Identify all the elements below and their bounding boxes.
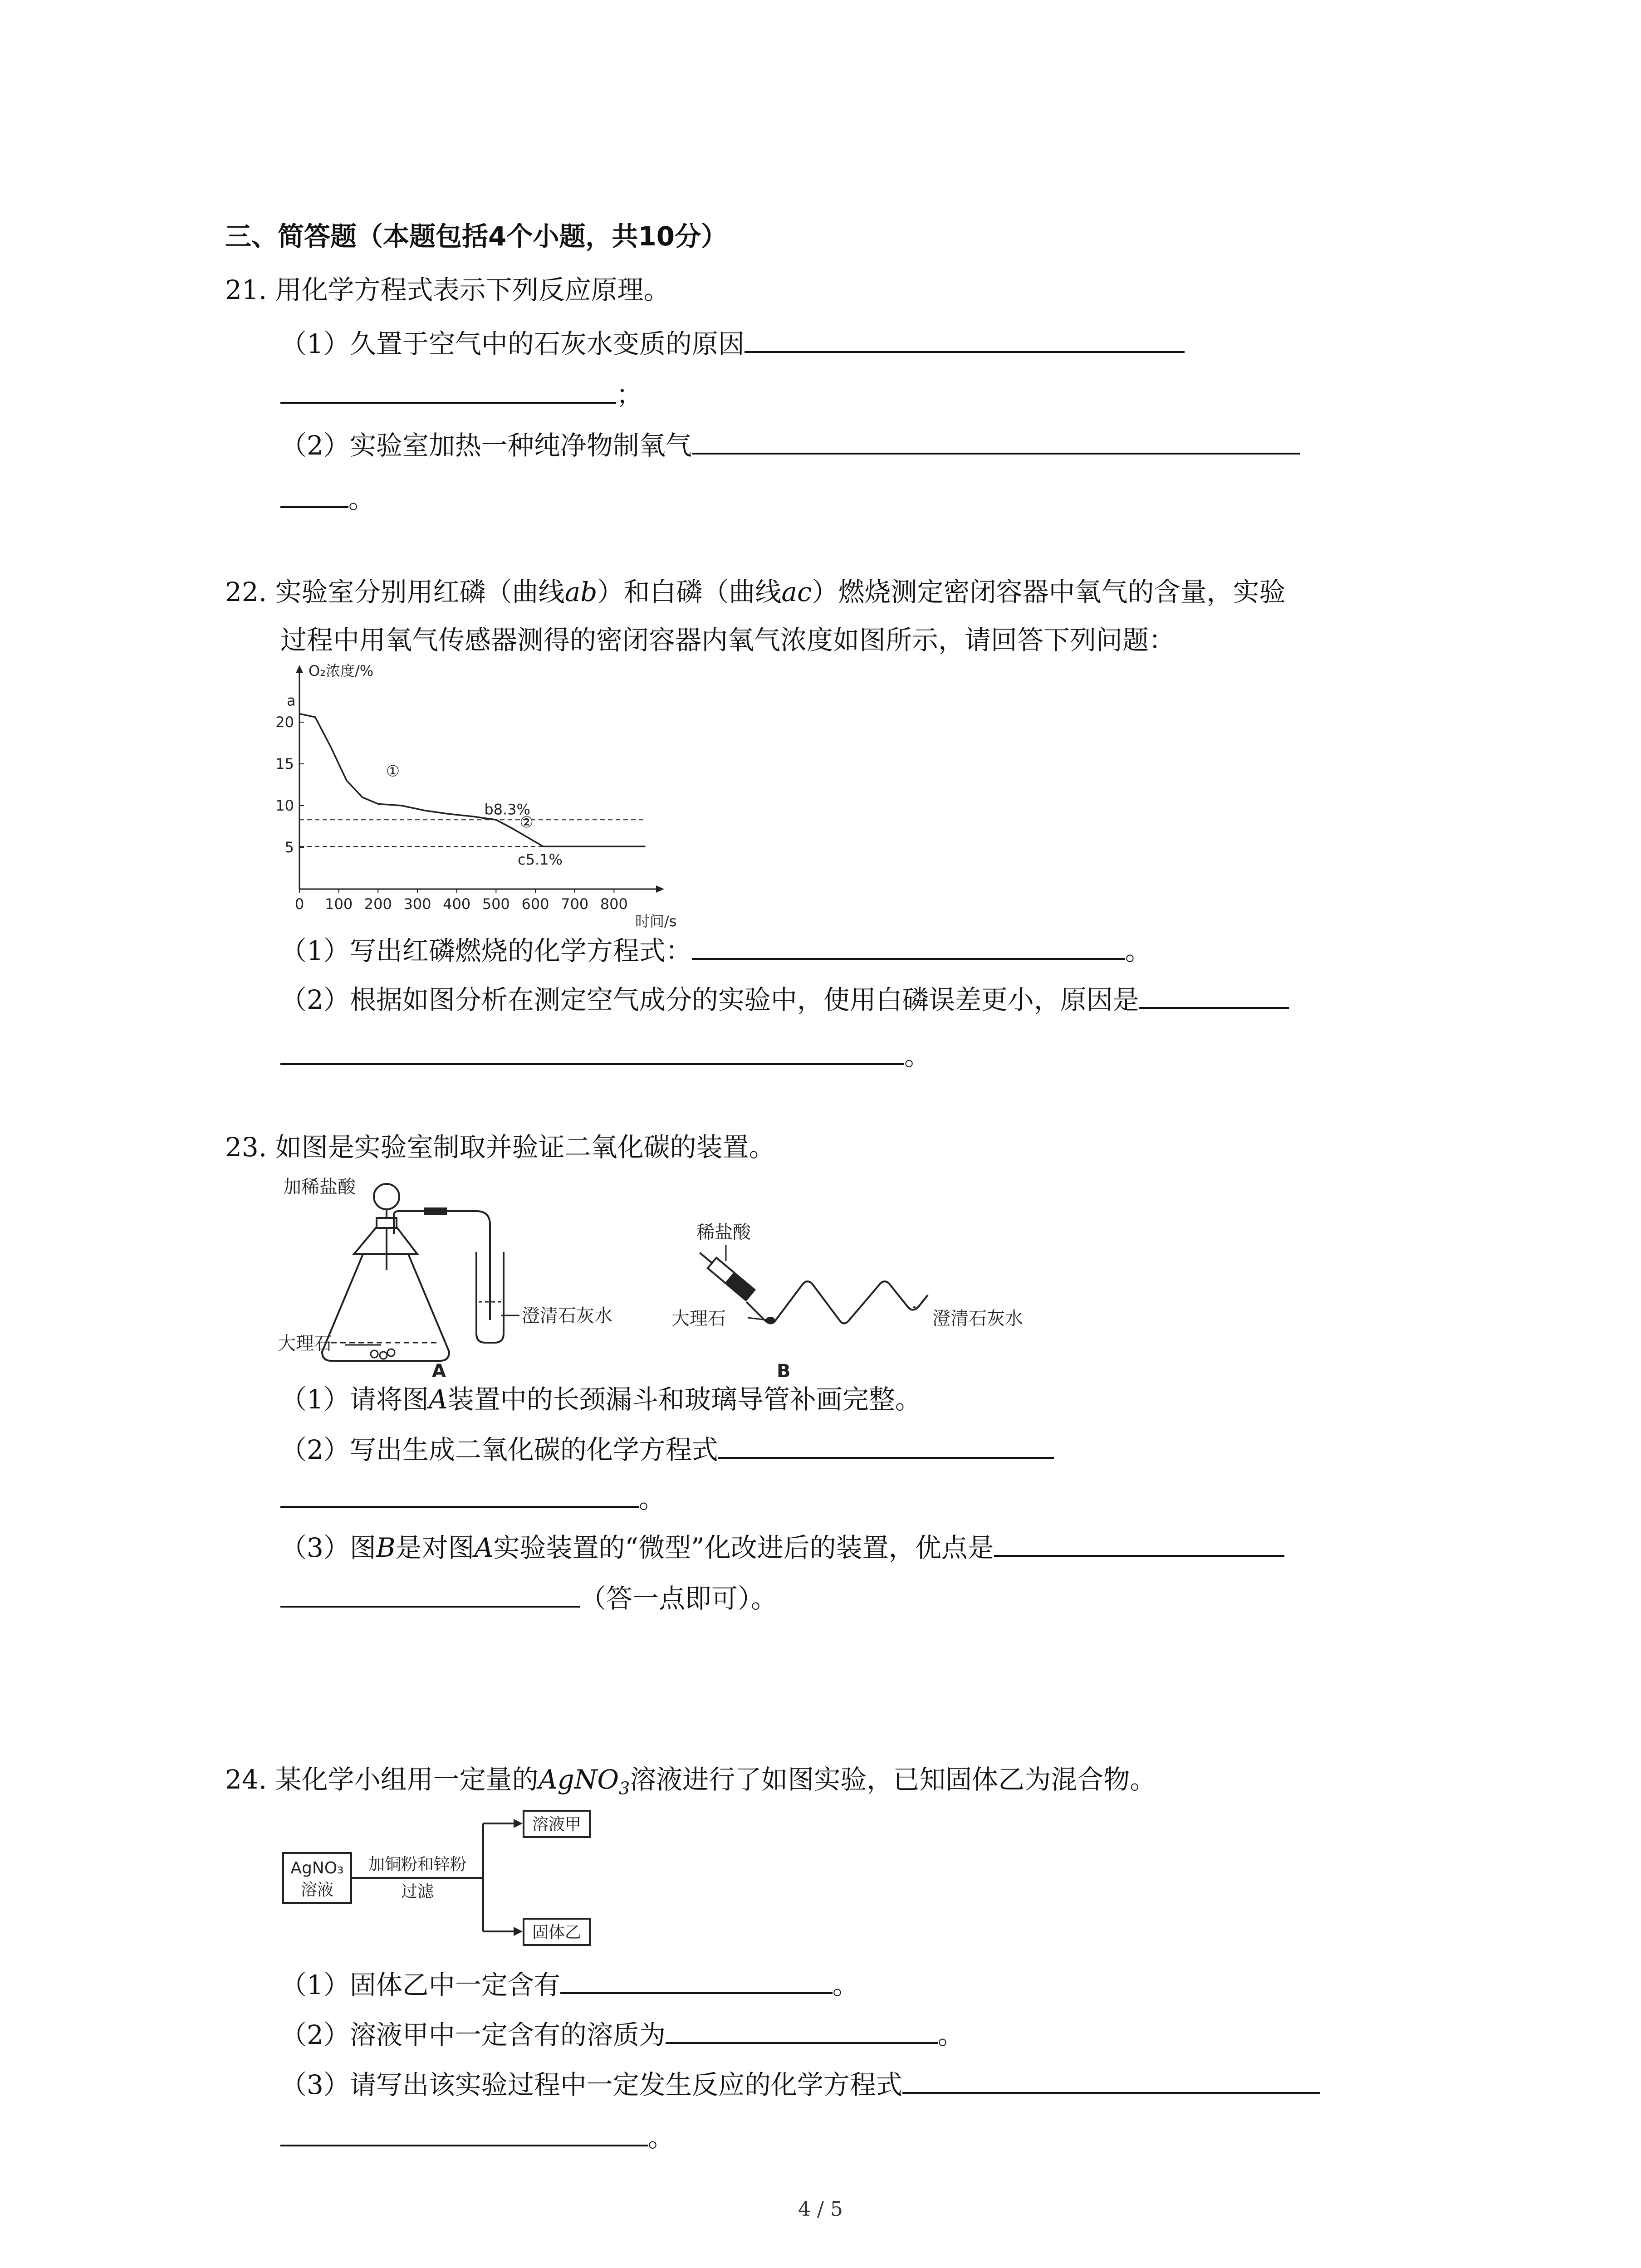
x-axis-arrow — [656, 885, 664, 893]
y-axis-arrow — [296, 665, 303, 673]
answer-blank[interactable] — [692, 429, 1300, 455]
point-label-c: c5.1% — [518, 851, 563, 869]
answer-blank[interactable] — [280, 378, 616, 404]
page-number: 4 / 5 — [798, 2198, 843, 2221]
q22-part2: （2）根据如图分析在测定空气成分的实验中，使用白磷误差更小，原因是 — [280, 983, 1289, 1016]
q23-part3-cont: （答一点即可）。 — [280, 1582, 777, 1614]
o2-concentration-chart — [272, 662, 681, 930]
funnel-label: 加稀盐酸 — [283, 1177, 356, 1198]
y-tick-label: 15 — [275, 755, 294, 772]
x-tick-label: 700 — [561, 895, 589, 913]
q23-part2-cont: 。 — [280, 1482, 665, 1515]
section-title: 三、简答题（本题包括4个小题，共10分） — [225, 221, 728, 252]
acid-label-b: 稀盐酸 — [696, 1222, 751, 1243]
y-axis-label: O₂浓度/% — [309, 662, 374, 679]
conical-flask — [322, 1254, 449, 1361]
q24-part1: （1）固体乙中一定含有 。 — [280, 1970, 859, 2000]
delivery-tube-down — [476, 1211, 490, 1320]
filter-label: 过滤 — [401, 1882, 434, 1901]
q23-stem: 23. 如图是实验室制取并验证二氧化碳的装置。 — [225, 1132, 775, 1163]
answer-blank[interactable] — [666, 2019, 938, 2044]
rubber-joint — [424, 1207, 447, 1215]
solid-yi-label: 固体乙 — [532, 1923, 582, 1942]
answer-blank[interactable] — [560, 1969, 833, 1994]
arrowhead-bottom — [514, 1927, 523, 1936]
answer-blank[interactable] — [280, 483, 348, 508]
point-label-a: a — [287, 692, 296, 709]
answer-blank[interactable] — [280, 1582, 580, 1608]
q22-stem-cont: 过程中用氧气传感器测得的密闭容器内氧气浓度如图所示，请回答下列问题： — [280, 625, 1176, 655]
syringe — [696, 1247, 754, 1300]
x-tick-label: 100 — [325, 895, 353, 913]
q24-part3: （3）请写出该实验过程中一定发生反应的化学方程式 — [280, 2068, 1320, 2101]
marble-chips — [371, 1349, 395, 1359]
q22-stem: 22. 实验室分别用红磷（曲线ab）和白磷（曲线ac）燃烧测定密闭容器中氧气的含量，实验 — [225, 577, 1286, 607]
answer-blank[interactable] — [994, 1531, 1284, 1557]
series-marker-2: ② — [519, 813, 534, 831]
answer-blank[interactable] — [745, 327, 1185, 353]
y-tick-label: 5 — [284, 839, 294, 856]
apparatus-a-label: A — [432, 1361, 446, 1382]
series-line-2 — [496, 820, 645, 846]
arrowhead-top — [514, 1819, 523, 1828]
solution-jia-label: 溶液甲 — [532, 1815, 582, 1834]
limewater-label-b: 澄清石灰水 — [932, 1308, 1023, 1329]
x-tick-label: 600 — [521, 895, 549, 913]
answer-blank[interactable] — [718, 1433, 1054, 1459]
q21-stem: 21. 用化学方程式表示下列反应原理。 — [225, 274, 670, 305]
q21-part1: （1）久置于空气中的石灰水变质的原因 — [280, 327, 1185, 360]
q24-part2: （2）溶液甲中一定含有的溶质为 。 — [280, 2019, 964, 2050]
x-tick-label: 400 — [443, 895, 471, 913]
answer-blank[interactable] — [280, 2121, 648, 2146]
x-axis-label: 时间/s — [635, 913, 677, 930]
x-tick-label: 500 — [482, 895, 510, 913]
answer-blank[interactable] — [1139, 983, 1289, 1009]
x-tick-label: 800 — [600, 895, 628, 913]
answer-blank[interactable] — [280, 1482, 639, 1508]
x-tick-label: 200 — [364, 895, 392, 913]
answer-blank[interactable] — [280, 1040, 904, 1065]
marble-b — [766, 1317, 775, 1323]
q21-part2-cont: 。 — [280, 483, 375, 515]
series-marker-1: ① — [386, 762, 400, 781]
x-tick-label: 300 — [403, 895, 431, 913]
q22-part1: （1）写出红磷燃烧的化学方程式： 。 — [280, 935, 1151, 966]
y-tick-label: 20 — [275, 714, 294, 731]
reagent-label: 加铜粉和锌粉 — [368, 1855, 467, 1874]
point-label-b: b8.3% — [484, 801, 530, 818]
marble-label-b: 大理石 — [671, 1308, 726, 1329]
limewater-label-a: 澄清石灰水 — [522, 1305, 612, 1326]
agno3-box-line2: 溶液 — [300, 1881, 334, 1899]
funnel-bulb — [374, 1184, 399, 1209]
q24-stem: 24. 某化学小组用一定量的AgNO$_3$溶液进行了如图实验，已知固体乙为混合物。 — [225, 1764, 1156, 1799]
q23-part2: （2）写出生成二氧化碳的化学方程式 — [280, 1433, 1054, 1466]
agno3-box-line1: AgNO₃ — [290, 1859, 344, 1877]
answer-blank[interactable] — [902, 2068, 1320, 2094]
co2-apparatus-figure — [272, 1170, 1023, 1383]
q23-part3: （3）图B是对图A实验装置的“微型”化改进后的装置，优点是 — [280, 1531, 1284, 1564]
marble-label-a: 大理石 — [278, 1333, 332, 1354]
answer-blank[interactable] — [692, 934, 1125, 960]
apparatus-b — [671, 1222, 1023, 1382]
y-tick-label: 10 — [275, 797, 294, 814]
q24-part3-cont: 。 — [280, 2121, 674, 2153]
experiment-flow-diagram — [272, 1810, 617, 1955]
q22-part2-cont: 。 — [280, 1040, 931, 1072]
x-tick-label: 0 — [294, 895, 304, 913]
q23-part1: （1）请将图A装置中的长颈漏斗和玻璃导管补画完整。 — [280, 1384, 921, 1415]
w-shaped-tube — [746, 1281, 928, 1324]
q21-part2: （2）实验室加热一种纯净物制氧气 — [280, 429, 1300, 461]
q21-part1-cont: ； — [280, 378, 642, 411]
apparatus-a — [278, 1177, 612, 1382]
apparatus-b-label: B — [777, 1361, 791, 1382]
